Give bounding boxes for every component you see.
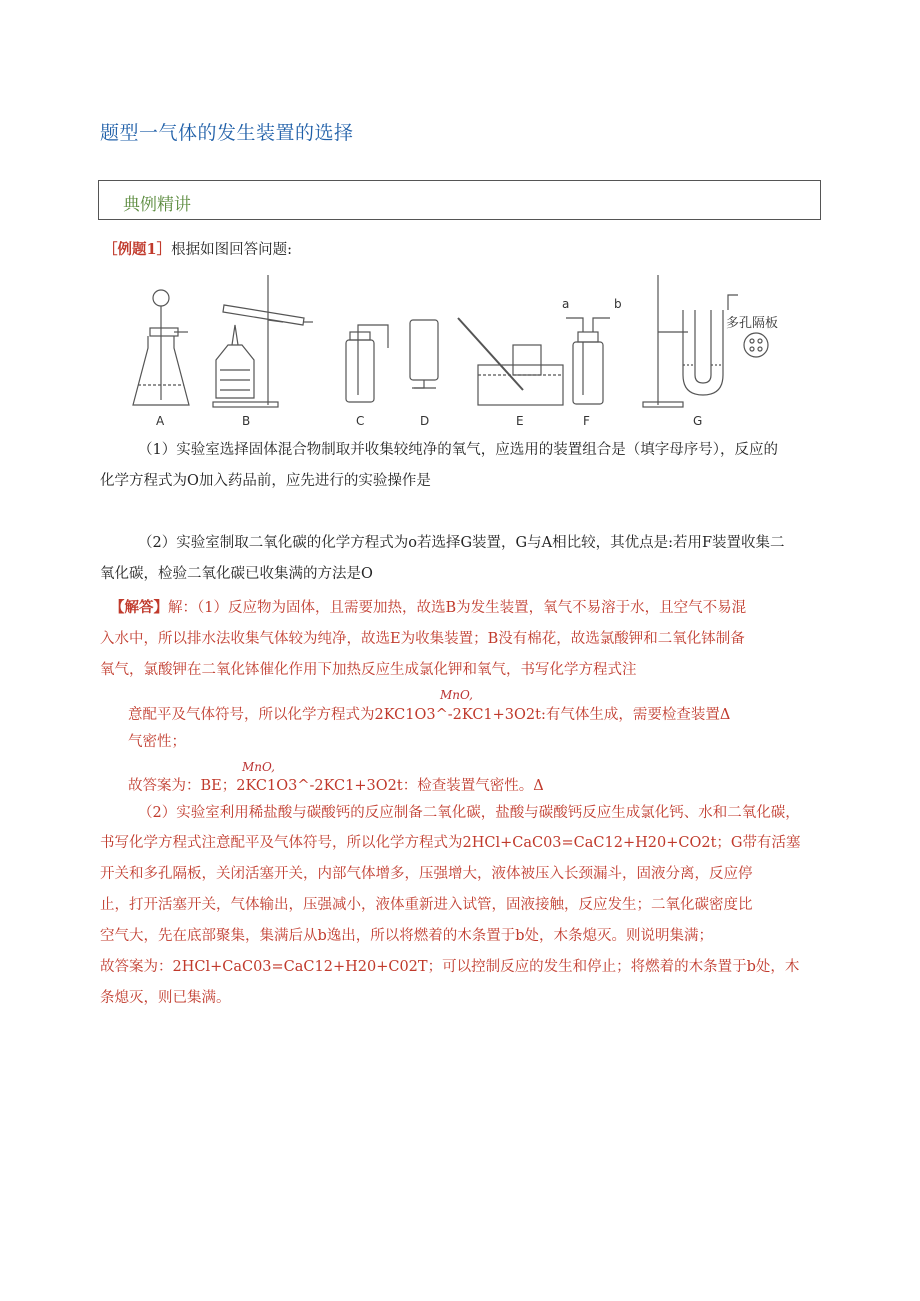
section-label: 典例精讲 (123, 195, 191, 215)
figure-label-f: F (583, 414, 590, 428)
figure-label-c: C (356, 414, 365, 428)
figure-label-e: E (516, 414, 524, 428)
answer-line-4: 意配平及气体符号，所以化学方程式为2KC1O3^-2KC1+3O2t:有气体生成，需要检查装置Δ (128, 707, 731, 723)
answer-line-1 (110, 596, 746, 617)
answer-line-10: 止，打开活塞开关，气体输出，压强减小，液体重新进入试管，固液接触，反应发生；二氧化碳密度比 (100, 897, 753, 913)
answer-line-6: 故答案为：BE；2KC1O3^-2KC1+3O2t：检查装置气密性。Δ (128, 778, 544, 794)
answer-line-2: 入水中，所以排水法收集气体较为纯净，故选E为收集装置；B没有棉花，故选氯酸钾和二氧化钵制备 (100, 631, 745, 647)
answer-line-13: 条熄灭，则已集满。 (100, 990, 231, 1006)
apparatus-g (643, 275, 768, 407)
figure-callout: 多孔隔板 (726, 316, 779, 331)
page-title: 题型一气体的发生装置的选择 (100, 122, 354, 144)
answer-line-12: 故答案为：2HCl+CaC03=CaC12+H20+C02T；可以控制反应的发生和停止；将燃着的木条置于b处，木 (100, 959, 800, 975)
apparatus-b (213, 275, 313, 407)
question-1-line-2: 化学方程式为O加入药品前，应先进行的实验操作是 (100, 473, 431, 489)
example-label: ［例题1］ (103, 241, 172, 258)
answer-line-5: 气密性； (128, 734, 186, 750)
figure-label-g: G (693, 414, 703, 428)
apparatus-a (133, 290, 189, 405)
figure-label-d: D (420, 414, 430, 428)
catalyst-annotation-2: MnO, (242, 760, 275, 774)
apparatus-figure (128, 270, 788, 430)
catalyst-annotation-1: MnO, (440, 688, 473, 702)
answer-line-11: 空气大，先在底部聚集，集满后从b逸出，所以将燃着的木条置于b处，木条熄灭。则说明集满； (100, 928, 714, 944)
figure-port-a: a (562, 297, 570, 311)
apparatus-f (566, 318, 610, 404)
answer-label: 【解答】 (110, 599, 168, 616)
figure-port-b: b (614, 297, 622, 311)
answer-text: 解：（1）反应物为固体，且需要加热，故选B为发生装置，氧气不易溶于水，且空气不易混 (168, 600, 747, 616)
answer-line-7: （2）实验室利用稀盐酸与碳酸钙的反应制备二氧化碳，盐酸与碳酸钙反应生成氯化钙、水和二氧化碳， (138, 805, 800, 821)
example-heading (103, 238, 292, 259)
apparatus-c (346, 325, 388, 402)
answer-line-8: 书写化学方程式注意配平及气体符号，所以化学方程式为2HCl+CaC03=CaC12+H20+CO2t；G带有活塞 (100, 835, 801, 851)
answer-line-9: 开关和多孔隔板，关闭活塞开关，内部气体增多，压强增大，液体被压入长颈漏斗，固液分离，反应停 (100, 866, 753, 882)
figure-label-b: B (242, 414, 251, 428)
question-2-line-1: （2）实验室制取二氧化碳的化学方程式为o若选择G装置，G与A相比较，其优点是:若用F装置收集二 (138, 535, 785, 551)
question-2-line-2: 氧化碳，检验二氧化碳已收集满的方法是O (100, 566, 373, 582)
apparatus-e (458, 318, 563, 405)
apparatus-d (410, 320, 438, 388)
figure-label-a: A (156, 414, 165, 428)
example-prompt: 根据如图回答问题: (171, 242, 292, 258)
answer-line-3: 氧气，氯酸钾在二氧化钵催化作用下加热反应生成氯化钾和氧气，书写化学方程式注 (100, 662, 637, 678)
section-box (98, 180, 821, 220)
question-1-line-1: （1）实验室选择固体混合物制取并收集较纯净的氧气，应选用的装置组合是（填字母序号），反应的 (138, 442, 778, 458)
